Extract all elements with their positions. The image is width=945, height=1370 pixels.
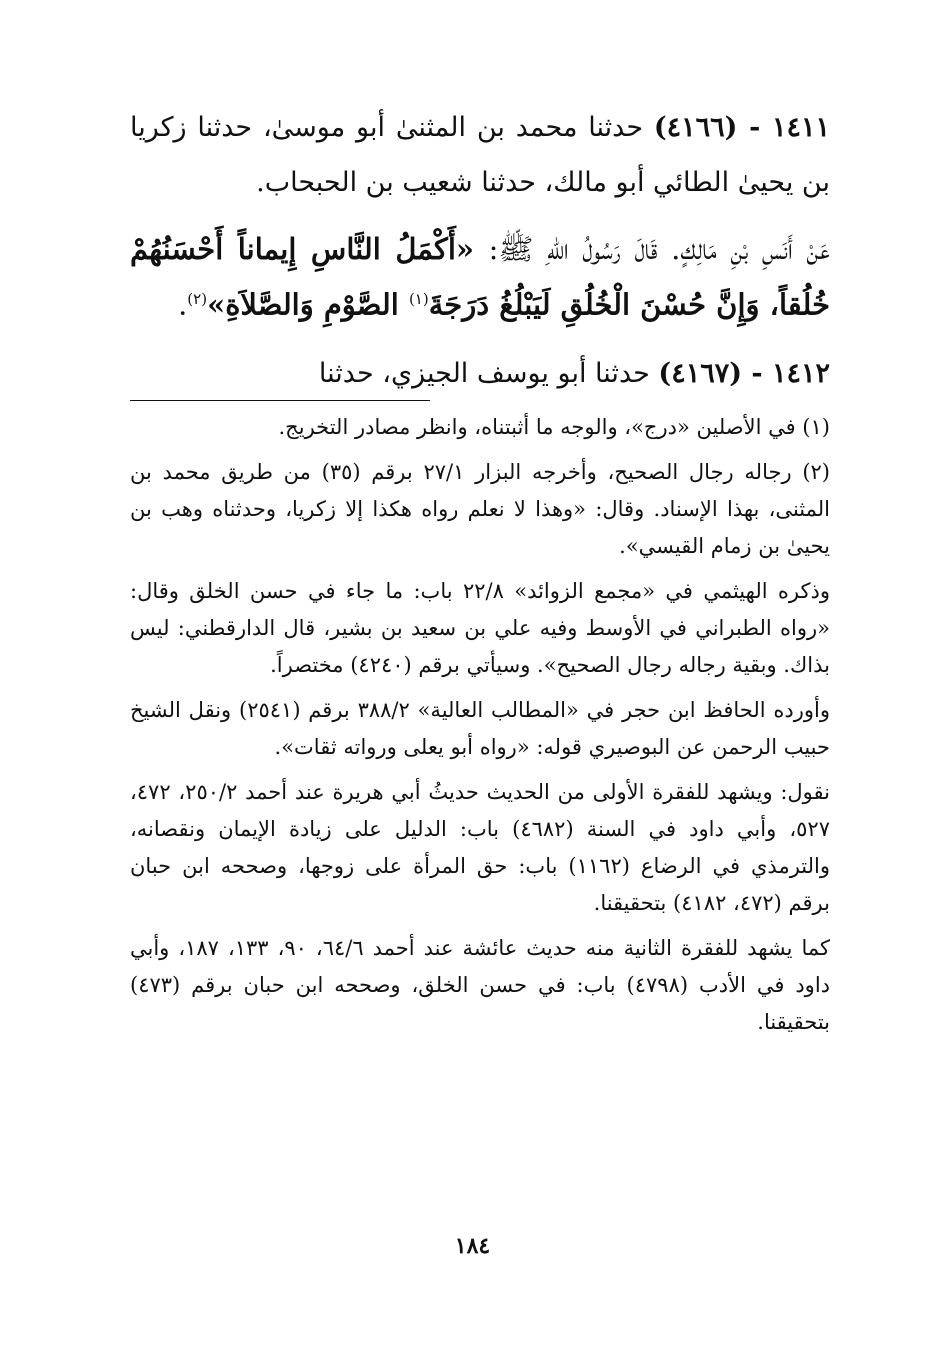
hadith-number: ١٤١٢ - (٤١٦٧) (658, 357, 830, 389)
footnote-ref-2[interactable]: (٢) (187, 290, 208, 308)
hadith-1412 (130, 350, 830, 398)
hadith-number: ١٤١١ - (٤١٦٦) (653, 112, 830, 143)
hadith-1411 (130, 100, 830, 210)
footnote-ref-1[interactable]: (١) (408, 290, 429, 308)
page-body (130, 100, 830, 1049)
matn-text-end: الصَّوْمِ وَالصَّلاَةِ» (207, 287, 399, 322)
hadith-matn (130, 224, 830, 330)
footnote-divider (130, 400, 430, 401)
hadith-isnad: حدثنا محمد بن المثنىٰ أبو موسىٰ، حدثنا زكريا بن يحيىٰ الطائي أبو مالك، حدثنا شعيب بن الحبحاب. (130, 112, 830, 198)
page-number: ١٨٤ (454, 1233, 491, 1259)
footnote-1: (١) في الأصلين «درج»، والوجه ما أثبتناه، وانظر مصادر التخريج. (278, 414, 830, 439)
footnote-2: (٢) رجاله رجال الصحيح، وأخرجه البزار ٢٧/١ برقم (٣٥) من طريق محمد بن المثنى، بهذا الإسناد. وقال: «وهذا لا نعلم رواه هكذا إلا زكريا، وحدثناه وهب بن يحيىٰ بن زمام القيسي». (130, 459, 830, 558)
matn-text: «أَكْمَلُ النَّاسِ إِيماناً أَحْسَنُهُمْ خُلُقاً، وَإِنَّ حُسْنَ الْخُلُقِ لَيَبْلُغُ دَرَجَةَ (130, 232, 830, 322)
hadith-isnad: حدثنا أبو يوسف الجيزي، حدثنا (318, 357, 650, 389)
matn-period: . (178, 287, 188, 322)
footnote-paragraph: وأورده الحافظ ابن حجر في «المطالب العالية» ٣٨٨/٢ برقم (٢٥٤١) ونقل الشيخ حبيب الرحمن عن البوصيري قوله: «رواه أبو يعلى ورواته ثقات». (130, 697, 830, 759)
footnote-paragraph: وذكره الهيثمي في «مجمع الزوائد» ٢٢/٨ باب: ما جاء في حسن الخلق وقال: «رواه الطبراني في الأوسط وفيه علي بن سعيد بن بشير، قال الدارقطني: ليس بذاك. وبقية رجاله رجال الصحيح». وسيأتي برقم (٤٢٤٠) مختصراً. (130, 578, 830, 677)
matn-narrator: عَنْ أَنَسِ بْنِ مَالِكٍ. قَالَ رَسُولُ اللهِ ﷺ: (488, 232, 830, 266)
footnote-paragraph: نقول: ويشهد للفقرة الأولى من الحديث حديثُ أبي هريرة عند أحمد ٢٥٠/٢، ٤٧٢، ٥٢٧، وأبي داود في السنة (٤٦٨٢) باب: الدليل على زيادة الإيمان ونقصانه، والترمذي في الرضاع (١١٦٢) باب: حق المرأة على زوجها، وصححه ابن حبان برقم (٤٧٢، ٤١٨٢) بتحقيقنا. (130, 779, 831, 915)
footnote-paragraph: كما يشهد للفقرة الثانية منه حديث عائشة عند أحمد ٦٤/٦، ٩٠، ١٣٣، ١٨٧، وأبي داود في الأدب (٤٧٩٨) باب: في حسن الخلق، وصححه ابن حبان برقم (٤٧٣) بتحقيقنا. (130, 935, 831, 1034)
